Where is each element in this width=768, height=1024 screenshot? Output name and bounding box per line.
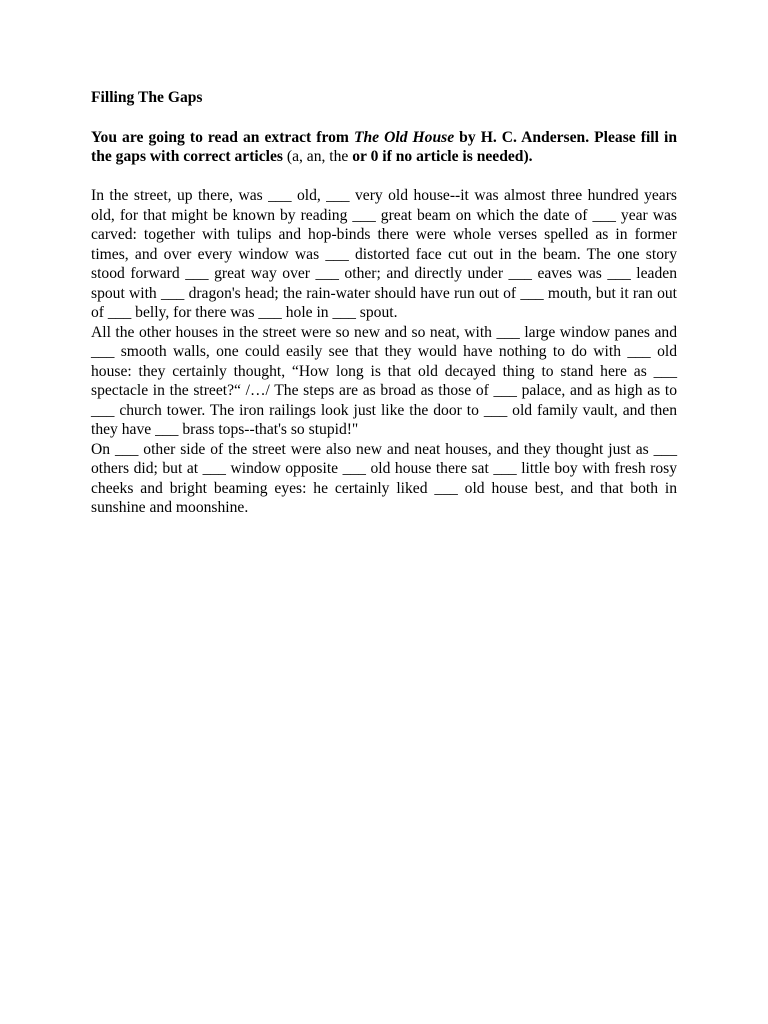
- document-title: Filling The Gaps: [91, 89, 203, 106]
- instructions: [91, 128, 677, 167]
- exercise-text: [91, 186, 677, 518]
- instructions-author: by H. C. Andersen. Please fill in the gaps with correct articles: [91, 128, 677, 165]
- instructions-prefix: You are going to read an extract from: [91, 128, 354, 146]
- book-title: The Old House: [353, 128, 455, 146]
- paragraph-2: All the other houses in the street were so new and so neat, with ___ large window panes and ___ smooth walls, one could easily see that they would have nothing to do with ___ old house: they certainly thought, “How long is that old decayed thing to stand here as ___ spectacle in the street?“ /…/ The steps are as broad as those of ___ palace, and as high as to ___ church tower. The iron railings look just like the door to ___ old family vault, and then they have ___ brass tops--that's so stupid!": [91, 323, 677, 438]
- document-page: [91, 88, 677, 518]
- instructions-or: or 0: [348, 148, 379, 165]
- instructions-options: (a, an, the: [286, 148, 349, 165]
- paragraph-3: On ___ other side of the street were also new and neat houses, and they thought just as ___ others did; but at ___ window opposite ___ old house there sat ___ little boy with fresh rosy cheeks and bright beaming eyes: he certainly liked ___ old house best, and that both in sunshine and moonshine.: [91, 440, 677, 516]
- instructions-tail: if no article is needed).: [378, 148, 533, 165]
- paragraph-1: In the street, up there, was ___ old, ___ very old house--it was almost three hundred years old, for that might be known by reading ___ great beam on which the date of ___ year was carved: together with tulips and hop-binds there were whole verses spelled as in former times, and over every window was ___ distorted face cut out in the beam. The one story stood forward ___ great way over ___ other; and directly under ___ eaves was ___ leaden spout with ___ dragon's head; the rain-water should have run out of ___ mouth, but it ran out of ___ belly, for there was ___ hole in ___ spout.: [91, 187, 677, 321]
